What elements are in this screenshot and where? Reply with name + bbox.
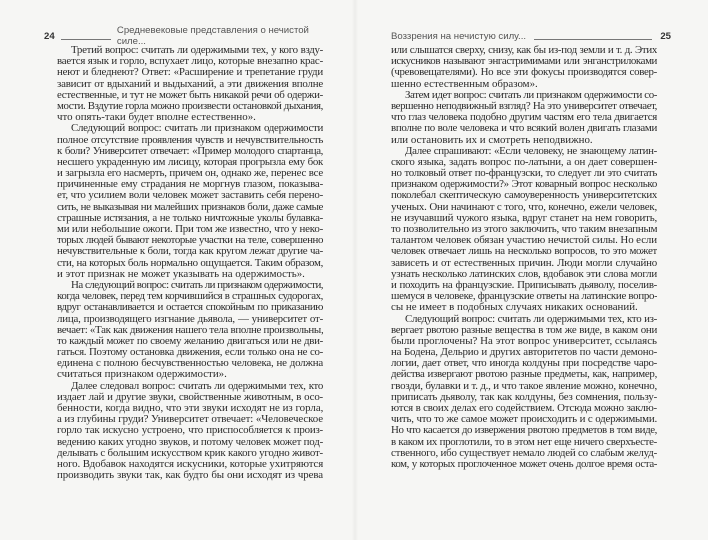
text-line: человек отвечает лишь на несколько вопросов, то это может (391, 246, 657, 258)
text-line: зависит от вдыханий и выдыханий, а эти движения вполне (57, 78, 323, 90)
text-line: узнать несколько латинских слов, вдобавок эти слова могли (391, 268, 657, 280)
text-line: ственного, ибо существует немало людей со слабым желуд- (391, 447, 657, 459)
text-line: считаться признаком одержимости». (57, 369, 227, 381)
text-line: гаться. Поэтому остановка движения, если только она не со- (57, 347, 323, 359)
text-line: а из глубины груди? Университет отвечает: «Человеческое (57, 414, 323, 426)
text-line: ет, что усилием воли человек может заставить себя перено- (57, 190, 323, 202)
text-line: ведению каких угодно звуков, и потому человек может под- (57, 436, 323, 448)
text-line: ского языка, задать вопрос по-латыни, а он дает совершен- (391, 156, 657, 168)
text-line: искусников называют энгастримимами или энганстрилоками (391, 56, 657, 68)
text-line: то каждый может по своему желанию двигаться или не дви- (57, 335, 323, 347)
text-line: признаком одержимости?» Этот коварный вопрос несколько (391, 179, 657, 191)
text-line: лица, производящего изгнание дьявола, — университет от- (57, 313, 323, 325)
text-line: и походить на французские. Приписывать дьяволу, поселив- (391, 279, 657, 291)
right-running-header (391, 29, 671, 43)
left-page-body (57, 45, 323, 481)
text-line: несшего украденную им лисицу, которая прогрызла ему бок (57, 156, 323, 168)
text-line: ются в своих делах его содействием. Отсюда можно заклю- (391, 403, 657, 414)
right-page-number: 25 (660, 30, 671, 42)
text-line: вергает рвотою разные вещества в том же виде, в каком они (391, 324, 657, 336)
header-rule (534, 39, 652, 40)
text-line: сить, не выказывая ни малейших признаков боли, даже самые (57, 201, 323, 213)
text-line: Третий вопрос: считать ли одержимыми тех, у кого взду- (71, 45, 323, 56)
text-line: вается язык и горло, вспухает лицо, которые внезапно крас- (57, 56, 323, 68)
text-line: зависеть и от естественных причин. Люди могли случайно (391, 257, 657, 269)
text-line: действа извергают рвотою разные предметы, как, например, (391, 369, 657, 381)
text-line: талантом человек обязан участию нечистой силы. Но если (391, 235, 657, 247)
text-line: естественные, и тут не может быть никакой речи об одержи- (57, 89, 323, 101)
left-page-number: 24 (44, 30, 55, 42)
text-line: единена с полною бесчувственностью человека, не должна (57, 358, 323, 370)
text-line: бенности, когда видно, что эти звуки исходят не из горла, (57, 403, 323, 414)
text-line: логии, дает ответ, что иногда колдуны при посредстве чаро- (391, 358, 657, 370)
text-line: или остановить их и смотреть неподвижно. (391, 134, 593, 146)
text-line: неют и бледнеют? Ответ: «Расширение и трепетание груди (57, 67, 323, 79)
text-line: когда человек, перед тем корчившийся в страшных судорогах, (57, 291, 323, 303)
text-line: производить звуки так, как будто бы они исходят из чрева (57, 470, 323, 482)
text-line: ученых. Они начинают с того, что, конечно, ежели человек, (391, 201, 657, 213)
text-line: нечувствительные к боли, тогда как кругом лежат другие ча- (57, 246, 323, 258)
text-line: издает лай и другие звуки, свойственные животным, в осо- (57, 391, 323, 403)
text-line: полное отсутствие проявления чувств и нечувствительность (57, 134, 323, 146)
text-line: шемуся в человеке, французские ответы на латинские вопро- (391, 291, 657, 303)
text-line: и загрызла его насмерть, причем он, однако же, перенес все (57, 168, 323, 180)
text-line: ного. Вдобавок находятся искусники, которые ухитряются (57, 458, 323, 470)
text-line: причиненные ему страдания не моргнув глазом, показыва- (57, 179, 323, 191)
book-spine (352, 0, 358, 540)
text-line: не изучавший чужого языка, вдруг станет на нем говорить, (391, 212, 657, 224)
text-line: Следующий вопрос: считать ли одержимыми тех, кто из- (405, 313, 657, 325)
text-line: сти, на которых боль нормально ощущается. Таким образом, (57, 257, 323, 269)
text-line: к боли? Университет отвечает: «Пример молодого спартанца, (57, 145, 323, 157)
text-line: Но что касается до извержения рвотою предметов в том виде, (391, 425, 657, 437)
header-rule (61, 39, 111, 40)
text-line: вдруг останавливается и остается спокойным по приказанию (57, 302, 323, 314)
text-line: Далее следовал вопрос: считать ли одержимыми тех, кто (71, 380, 323, 392)
text-line: но толковый ответ по-французски, то следует ли это считать (391, 168, 657, 180)
text-line: или слышатся сверху, снизу, как бы из-под земли и т. д. Этих (391, 45, 657, 56)
text-line: (чревовещателями). Но все эти фокусы производятся совер- (391, 67, 657, 79)
text-line: вершенно неподвижный взгляд? На это университет отвечает, (391, 100, 657, 112)
text-line: ми или небольшие ожоги. При том же известно, что у неко- (57, 224, 323, 235)
left-running-header (44, 25, 325, 47)
text-line: делывать с большим искусством крик какого угодно живот- (57, 447, 323, 459)
text-line: шенно естественным образом». (391, 78, 538, 90)
text-line: чить, что то же самое может происходить и с одержимыми. (391, 414, 657, 426)
text-line: Затем идет вопрос: считать ли признаком одержимости со- (405, 89, 657, 101)
text-line: вечает: «Так как движения нашего тела вполне произвольны, (57, 324, 323, 336)
left-running-head: Средневековые представления о нечистой силе... (116, 25, 309, 47)
text-line: торых людей бывают некоторые участки на теле, совершенно (57, 235, 323, 247)
text-line: что глаз человека подобно другим частям его тела двигается (391, 112, 657, 124)
text-line: сы не имеет в подобных случаях никаких оснований. (391, 302, 638, 314)
text-line: На следующий вопрос: считать ли признаком одержимости, (71, 279, 323, 291)
text-line: и этот признак не может указывать на одержимость». (57, 268, 305, 280)
text-line: в каком их проглотили, то в этом нет еще ничего сверхъесте- (391, 436, 657, 448)
text-line: ком, у которых проглоченное может очень долгое время оста- (391, 458, 657, 470)
text-line: что опять-таки будет вполне естественно». (57, 112, 256, 124)
text-line: гвозди, булавки и т. д., и что такое явление можно, конечно, (391, 380, 657, 392)
text-line: страшные истязания, а не только ничтожные уколы булавка- (57, 212, 323, 224)
right-running-head: Воззрения на нечистую силу... (391, 30, 527, 42)
text-line: поколебал скептическую самоуверенность университетских (391, 190, 657, 202)
text-line: были проглочены? На этот вопрос университет, ссылаясь (391, 335, 657, 347)
text-line: мости. Вздутие горла можно произвести остановкой дыхания, (57, 100, 323, 112)
right-page-body (391, 45, 657, 470)
text-line: то позволительно из этого заключить, что таким внезапным (391, 224, 657, 235)
text-line: приписать дьяволу, так как колдуны, без сомнения, пользу- (391, 391, 657, 403)
text-line: Далее спрашивают: «Если человеку, не знающему латин- (405, 145, 657, 157)
text-line: Следующий вопрос: считать ли признаком одержимости (71, 123, 323, 135)
text-line: на Бодена, Дельрио и других авторитетов по части демоно- (391, 347, 657, 359)
text-line: горло так искусно устроено, что приспособляется к произ- (57, 425, 323, 437)
text-line: вполне по воле человека и что всякий волен двигать глазами (391, 123, 657, 135)
